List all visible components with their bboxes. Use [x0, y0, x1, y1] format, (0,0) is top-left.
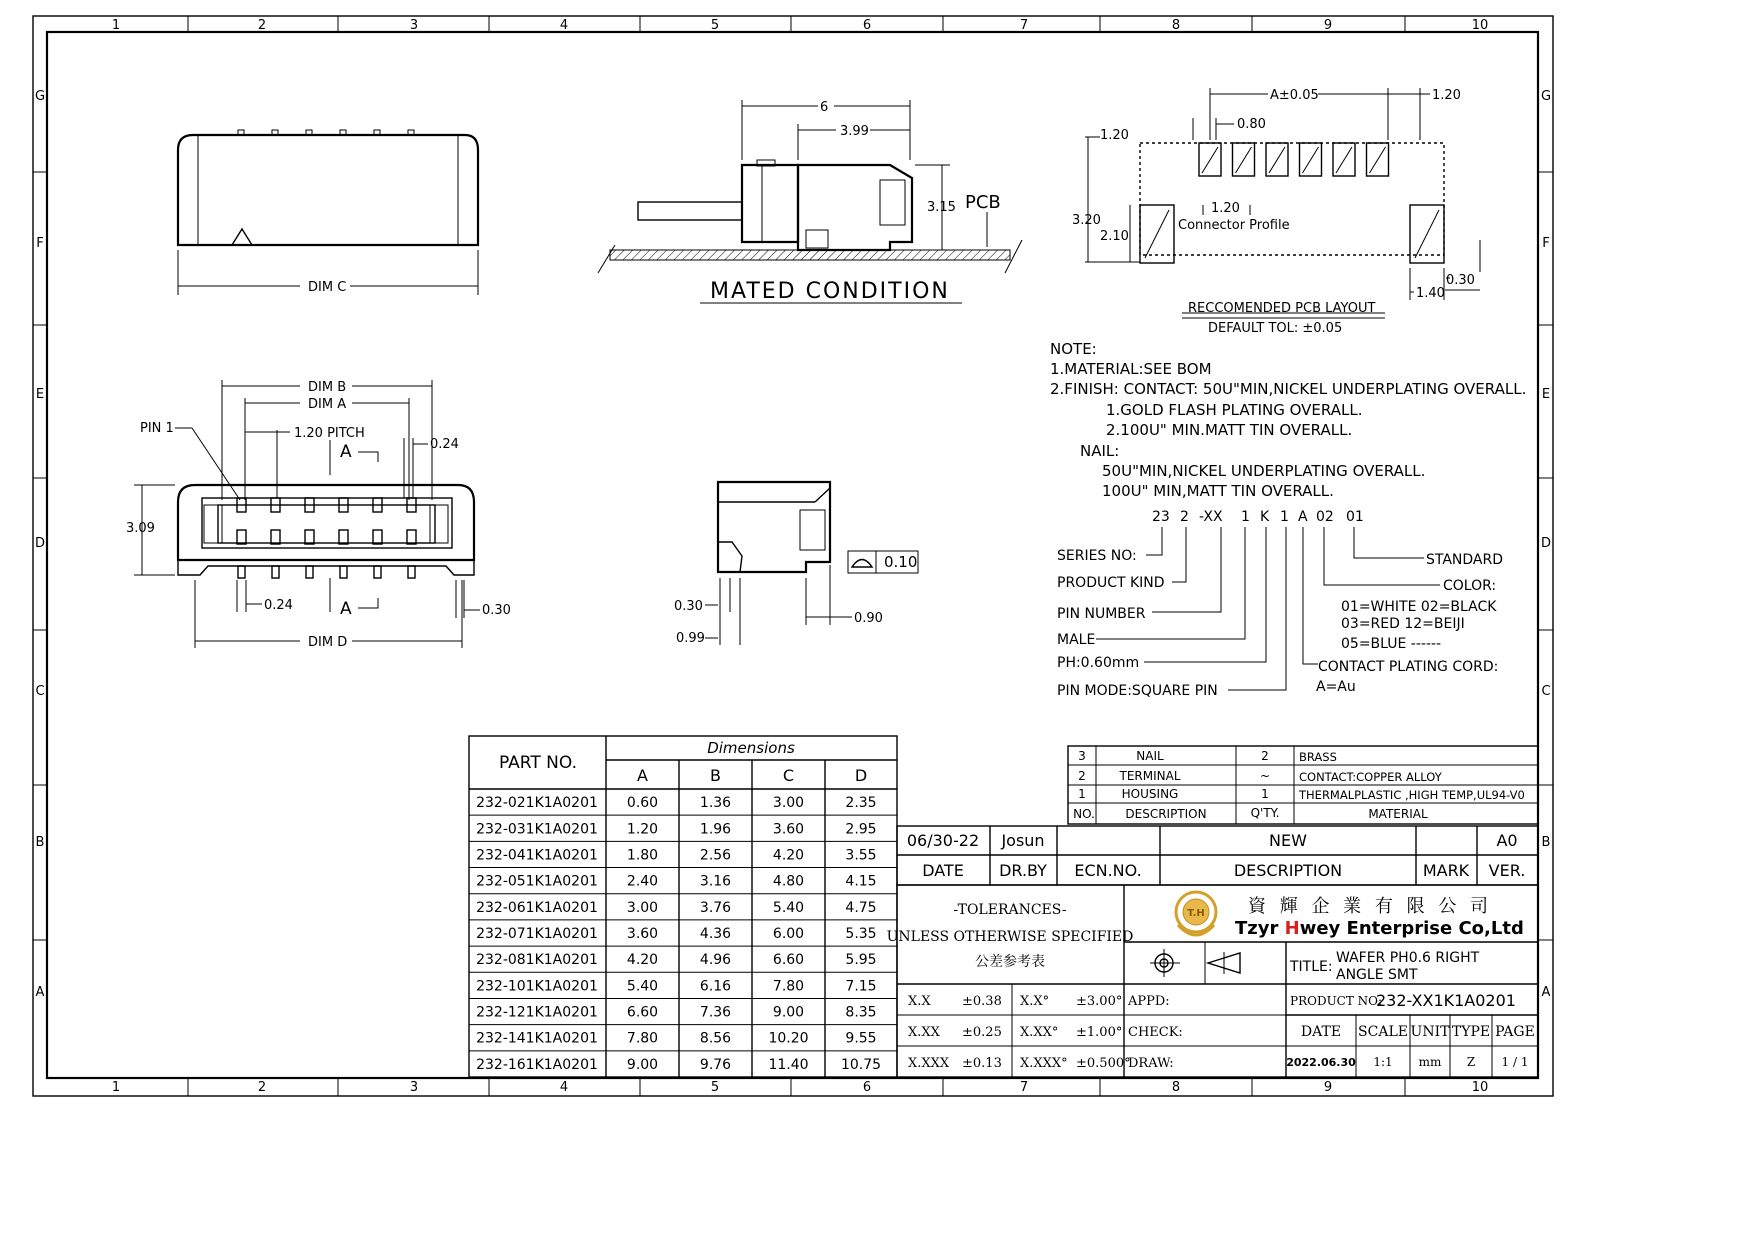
- tol-angle-format: X.XX°: [1020, 1025, 1059, 1040]
- code-label-series: SERIES NO:: [1057, 548, 1137, 564]
- pin-bottom: [373, 530, 382, 544]
- table-cell-value: 7.80: [772, 978, 805, 995]
- table-cell-value: 5.40: [772, 899, 805, 916]
- dim-140: 1.40: [1416, 286, 1445, 301]
- tolerance-title: -TOLERANCES-: [953, 902, 1067, 918]
- tol-value: ±0.13: [962, 1056, 1002, 1071]
- section-a-top: A: [340, 442, 352, 462]
- frame-col-label: 10: [1471, 18, 1489, 33]
- bom-no: 2: [1078, 769, 1086, 783]
- bom-material: CONTACT:COPPER ALLOY: [1299, 770, 1442, 784]
- frame-col-label: 5: [710, 18, 720, 33]
- dim-col-header: C: [782, 766, 795, 785]
- tol-format: X.X: [908, 994, 931, 1009]
- dim-030-section: 0.30: [674, 599, 703, 614]
- frame-col-label: 9: [1323, 18, 1333, 33]
- table-cell-value: 6.60: [626, 1004, 659, 1021]
- dim-090: 0.90: [854, 611, 883, 626]
- bom-material: BRASS: [1299, 750, 1337, 764]
- code-color-row: 03=RED 12=BEIJI: [1341, 616, 1465, 632]
- code-label-standard: STANDARD: [1426, 552, 1504, 568]
- bom-qty: 1: [1261, 787, 1269, 801]
- layout-caption: RECCOMENDED PCB LAYOUT: [1188, 301, 1376, 316]
- table-cell-value: 3.55: [845, 847, 877, 864]
- pin-tail: [238, 566, 245, 578]
- dim-210: 2.10: [1100, 229, 1129, 244]
- pad-hatch: [1236, 147, 1252, 173]
- part-code-diagram: [1057, 509, 1503, 699]
- dim-d-label: DIM D: [308, 635, 348, 650]
- table-cell-part: 232-071K1A0201: [476, 926, 598, 942]
- dim-120-left: 1.20: [1100, 128, 1129, 143]
- pin-tail: [340, 566, 347, 578]
- table-cell-value: 10.75: [840, 1056, 882, 1073]
- table-cell-value: 1.80: [626, 847, 659, 864]
- code-label-kind: PRODUCT KIND: [1057, 575, 1165, 591]
- dim-col-header: D: [854, 766, 868, 785]
- pin-tail: [408, 566, 415, 578]
- code-seg: 2: [1180, 509, 1189, 525]
- rev-header-mark: MARK: [1422, 861, 1470, 880]
- frame-col-label: 6: [862, 1080, 872, 1095]
- frame-col-label: 7: [1019, 18, 1029, 33]
- bom-description: NAIL: [1136, 749, 1164, 763]
- dim-030-layout: 0.30: [1446, 273, 1475, 288]
- frame-row-label: A: [1541, 985, 1551, 1000]
- dim-024-top: 0.24: [430, 437, 459, 452]
- dim-col-header: A: [637, 766, 648, 785]
- dim-320: 3.20: [1072, 213, 1101, 228]
- bom-header-description: DESCRIPTION: [1125, 807, 1207, 821]
- code-seg: -XX: [1199, 509, 1223, 525]
- company-logo: [1176, 892, 1216, 935]
- tolerance-unless: UNLESS OTHERWISE SPECIFIED: [886, 929, 1134, 945]
- pitch-label: 1.20 PITCH: [294, 426, 365, 441]
- frame-row-label: A: [35, 985, 45, 1000]
- note-line: 1.GOLD FLASH PLATING OVERALL.: [1106, 401, 1363, 419]
- frame-col-label: 3: [409, 18, 419, 33]
- dim-399: 3.99: [840, 124, 869, 139]
- tolerance-cn: 公差参考表: [975, 954, 1045, 970]
- pin-bottom: [305, 530, 314, 544]
- rev-version: A0: [1496, 831, 1518, 850]
- notes: [1050, 340, 1526, 500]
- rev-header-ver: VER.: [1488, 861, 1526, 880]
- table-cell-value: 2.35: [845, 795, 877, 812]
- bom-material: THERMALPLASTIC ,HIGH TEMP,UL94-V0: [1299, 788, 1525, 802]
- front-view: [126, 380, 511, 650]
- code-seg: 23: [1152, 509, 1170, 525]
- table-cell-value: 7.80: [626, 1030, 659, 1047]
- code-seg: A: [1298, 509, 1308, 525]
- frame-col-label: 1: [111, 1080, 121, 1095]
- tol-format: X.XXX: [908, 1056, 950, 1071]
- part-no-header: PART NO.: [499, 753, 577, 773]
- table-cell-value: 3.16: [699, 873, 732, 890]
- code-color-row: 05=BLUE ------: [1341, 636, 1442, 652]
- section-view: [674, 482, 918, 646]
- table-cell-value: 9.00: [626, 1056, 659, 1073]
- pin-tail: [272, 566, 279, 578]
- table-cell-value: 4.96: [699, 952, 732, 969]
- frame-row-label: D: [34, 536, 46, 551]
- tol-angle-value: ±0.500°: [1076, 1056, 1131, 1071]
- rev-date: 06/30-22: [906, 831, 980, 850]
- flatness-value: 0.10: [884, 553, 918, 571]
- table-cell-value: 3.00: [772, 795, 805, 812]
- frame-row-label: B: [1541, 835, 1551, 850]
- table-cell-part: 232-051K1A0201: [476, 873, 598, 890]
- note-line: NOTE:: [1050, 340, 1097, 358]
- tol-angle-value: ±1.00°: [1076, 1025, 1123, 1040]
- info-value: 2022.06.30: [1286, 1056, 1356, 1069]
- code-seg: 1: [1241, 509, 1250, 525]
- code-seg: K: [1260, 509, 1270, 525]
- dim-120-mid: 1.20: [1211, 201, 1240, 216]
- pin-bottom: [237, 530, 246, 544]
- pin-bottom: [407, 530, 416, 544]
- table-cell-value: 2.40: [626, 873, 659, 890]
- frame-col-label: 8: [1171, 1080, 1181, 1095]
- dim-099: 0.99: [676, 631, 705, 646]
- frame-row-label: F: [36, 236, 44, 251]
- table-cell-value: 3.60: [626, 926, 659, 942]
- frame-row-label: F: [1542, 236, 1550, 251]
- frame-col-label: 10: [1471, 1080, 1489, 1095]
- tol-angle-value: ±3.00°: [1076, 994, 1123, 1009]
- note-line: 100U" MIN,MATT TIN OVERALL.: [1102, 482, 1334, 500]
- info-value: mm: [1418, 1055, 1442, 1069]
- table-cell-value: 3.00: [626, 899, 659, 916]
- pad-hatch: [1303, 147, 1319, 173]
- table-cell-part: 232-141K1A0201: [476, 1030, 598, 1047]
- top-view: [178, 130, 478, 295]
- pcb-label: PCB: [965, 192, 1001, 213]
- code-label-plating: CONTACT PLATING CORD:: [1318, 659, 1499, 675]
- table-cell-value: 4.15: [845, 873, 877, 890]
- frame-row-label: C: [1541, 684, 1551, 699]
- title-block: [887, 885, 1538, 1077]
- dim-309: 3.09: [126, 521, 155, 536]
- info-header: DATE: [1300, 1024, 1342, 1040]
- table-cell-value: 4.20: [626, 952, 659, 969]
- table-cell-value: 1.20: [626, 821, 659, 838]
- company-name-en: Tzyr Hwey Enterprise Co,Ltd: [1235, 918, 1524, 939]
- bom-header-material: MATERIAL: [1368, 807, 1428, 821]
- frame-col-label: 7: [1019, 1080, 1029, 1095]
- table-cell-value: 6.60: [772, 952, 805, 969]
- table-cell-value: 2.95: [845, 821, 877, 838]
- section-a-bottom: A: [340, 599, 352, 619]
- table-cell-value: 4.20: [772, 847, 805, 864]
- projection-symbol: [1150, 949, 1240, 977]
- info-value: 1:1: [1373, 1055, 1393, 1069]
- product-no-label: PRODUCT NO:: [1290, 994, 1383, 1008]
- note-line: 1.MATERIAL:SEE BOM: [1050, 360, 1212, 378]
- table-cell-part: 232-081K1A0201: [476, 952, 598, 969]
- code-label-color: COLOR:: [1443, 578, 1497, 594]
- rev-header-ecn: ECN.NO.: [1074, 861, 1142, 880]
- dim-b-label: DIM B: [308, 380, 347, 395]
- bom-header-qty: Q'TY.: [1250, 806, 1280, 820]
- code-label-pin-number: PIN NUMBER: [1057, 606, 1146, 622]
- table-cell-value: 10.20: [768, 1030, 809, 1047]
- info-value: Z: [1466, 1055, 1476, 1069]
- table-cell-value: 4.36: [699, 926, 732, 942]
- table-cell-value: 8.56: [699, 1030, 732, 1047]
- dim-col-header: B: [710, 766, 721, 785]
- title-line-1: WAFER PH0.6 RIGHT: [1336, 950, 1480, 966]
- frame-col-label: 2: [257, 18, 267, 33]
- table-cell-value: 4.75: [845, 899, 877, 916]
- info-header: SCALE: [1358, 1024, 1408, 1040]
- code-seg: 01: [1346, 509, 1364, 525]
- revision-block: [897, 826, 1538, 885]
- frame-col-label: 4: [559, 18, 569, 33]
- bom-qty: 2: [1261, 749, 1269, 763]
- code-color-row: 01=WHITE 02=BLACK: [1341, 599, 1497, 615]
- product-no: 232-XX1K1A0201: [1376, 991, 1516, 1010]
- mated-caption: MATED CONDITION: [710, 279, 950, 304]
- signoff-label: CHECK:: [1128, 1025, 1183, 1040]
- frame-row-label: E: [35, 387, 45, 402]
- info-header: PAGE: [1495, 1024, 1535, 1040]
- table-cell-value: 6.16: [699, 978, 732, 995]
- frame-col-label: 6: [862, 18, 872, 33]
- dim-080: 0.80: [1237, 117, 1266, 132]
- code-seg: 02: [1316, 509, 1334, 525]
- pad-hatch: [1336, 147, 1352, 173]
- bom-header-no: NO.: [1073, 807, 1095, 821]
- table-cell-part: 232-031K1A0201: [476, 821, 598, 838]
- frame-row-label: G: [34, 89, 46, 104]
- bom-description: HOUSING: [1121, 787, 1179, 801]
- signoff-label: DRAW:: [1128, 1056, 1174, 1071]
- code-label-male: MALE: [1057, 632, 1096, 648]
- pin-bottom: [339, 530, 348, 544]
- frame-col-label: 8: [1171, 18, 1181, 33]
- tol-angle-format: X.X°: [1020, 994, 1050, 1009]
- info-value: 1 / 1: [1501, 1055, 1529, 1069]
- table-cell-value: 5.35: [845, 926, 877, 942]
- code-seg: 1: [1280, 509, 1289, 525]
- note-line: NAIL:: [1080, 442, 1120, 460]
- table-cell-part: 232-161K1A0201: [476, 1056, 598, 1073]
- pad-hatch: [1370, 147, 1386, 173]
- table-cell-value: 7.15: [845, 978, 877, 995]
- mated-view: [598, 100, 1022, 304]
- table-cell-value: 9.76: [699, 1056, 732, 1073]
- note-line: 50U"MIN,NICKEL UNDERPLATING OVERALL.: [1102, 462, 1426, 480]
- bom-no: 3: [1078, 749, 1086, 763]
- signoff-label: APPD:: [1128, 994, 1170, 1009]
- frame-col-label: 9: [1323, 1080, 1333, 1095]
- connector-profile-label: Connector Profile: [1178, 218, 1290, 233]
- table-cell-value: 7.36: [699, 1004, 732, 1021]
- table-cell-value: 5.40: [626, 978, 659, 995]
- dim-a-label: DIM A: [308, 397, 347, 412]
- table-cell-part: 232-041K1A0201: [476, 847, 598, 864]
- tol-value: ±0.38: [962, 994, 1002, 1009]
- table-cell-part: 232-021K1A0201: [476, 795, 598, 812]
- table-cell-value: 0.60: [626, 795, 659, 812]
- title-label: TITLE:: [1290, 959, 1333, 975]
- table-cell-value: 2.56: [699, 847, 732, 864]
- code-label-pin-mode: PIN MODE:SQUARE PIN: [1057, 683, 1218, 699]
- table-cell-value: 9.00: [772, 1004, 805, 1021]
- table-cell-part: 232-121K1A0201: [476, 1004, 598, 1021]
- company-name-cn: 資 輝 企 業 有 限 公 司: [1248, 896, 1493, 917]
- info-header: UNIT: [1410, 1024, 1450, 1040]
- bom-description: TERMINAL: [1119, 769, 1181, 783]
- dimension-table: [469, 736, 897, 1077]
- frame-col-label: 4: [559, 1080, 569, 1095]
- table-cell-value: 8.35: [845, 1004, 877, 1021]
- frame-col-label: 1: [111, 18, 121, 33]
- bom-qty: ~: [1259, 769, 1271, 783]
- frame-row-label: C: [35, 684, 45, 699]
- dimensions-header: Dimensions: [707, 739, 795, 757]
- pin1-label: PIN 1: [140, 421, 174, 436]
- layout-tolerance: DEFAULT TOL: ±0.05: [1208, 321, 1343, 336]
- code-label-au: A=Au: [1316, 679, 1356, 695]
- pin-tail: [306, 566, 313, 578]
- rev-description: NEW: [1269, 831, 1307, 850]
- frame-row-label: D: [1540, 536, 1552, 551]
- pin-tail: [374, 566, 381, 578]
- table-cell-value: 4.80: [772, 873, 805, 890]
- pin-bottom: [271, 530, 280, 544]
- rev-header-date: DATE: [922, 861, 964, 880]
- dim-a-tol: A±0.05: [1270, 88, 1319, 103]
- note-line: 2.100U" MIN.MATT TIN OVERALL.: [1106, 421, 1353, 439]
- tol-angle-format: X.XXX°: [1020, 1056, 1068, 1071]
- frame-row-label: E: [1541, 387, 1551, 402]
- info-header: TYPE: [1451, 1024, 1491, 1040]
- pad-hatch: [1202, 147, 1218, 173]
- table-cell-part: 232-101K1A0201: [476, 978, 598, 995]
- rev-header-by: DR.BY: [999, 861, 1047, 880]
- dim-030-front: 0.30: [482, 603, 511, 618]
- rev-header-description: DESCRIPTION: [1233, 861, 1343, 880]
- table-cell-value: 6.00: [772, 926, 805, 942]
- table-cell-value: 11.40: [768, 1056, 809, 1073]
- tol-format: X.XX: [908, 1025, 940, 1040]
- frame-row-label: B: [35, 835, 45, 850]
- pad-hatch: [1269, 147, 1285, 173]
- frame-col-label: 3: [409, 1080, 419, 1095]
- tol-value: ±0.25: [962, 1025, 1002, 1040]
- code-label-ph: PH:0.60mm: [1057, 655, 1140, 671]
- bom-no: 1: [1078, 787, 1086, 801]
- note-line: 2.FINISH: CONTACT: 50U"MIN,NICKEL UNDERPLATING OVERALL.: [1050, 380, 1527, 398]
- dim-6: 6: [820, 100, 829, 115]
- dim-c-label: DIM C: [308, 280, 347, 295]
- dim-315: 3.15: [927, 200, 956, 215]
- bill-of-materials: [1068, 746, 1538, 824]
- table-cell-value: 1.36: [699, 795, 732, 812]
- table-cell-value: 3.60: [772, 821, 805, 838]
- logo-text: T.H: [1187, 908, 1205, 919]
- frame-col-label: 2: [257, 1080, 267, 1095]
- dim-024-bottom: 0.24: [264, 598, 293, 613]
- table-cell-value: 9.55: [845, 1030, 877, 1047]
- table-cell-value: 3.76: [699, 899, 732, 916]
- table-cell-value: 5.95: [845, 952, 877, 969]
- table-cell-value: 1.96: [699, 821, 732, 838]
- pcb-layout: [1072, 88, 1480, 336]
- table-cell-part: 232-061K1A0201: [476, 899, 598, 916]
- rev-drawn-by: Josun: [1001, 831, 1045, 850]
- title-line-2: ANGLE SMT: [1336, 967, 1418, 983]
- frame-col-label: 5: [710, 1080, 720, 1095]
- frame-row-label: G: [1540, 89, 1552, 104]
- dim-120-right: 1.20: [1432, 88, 1461, 103]
